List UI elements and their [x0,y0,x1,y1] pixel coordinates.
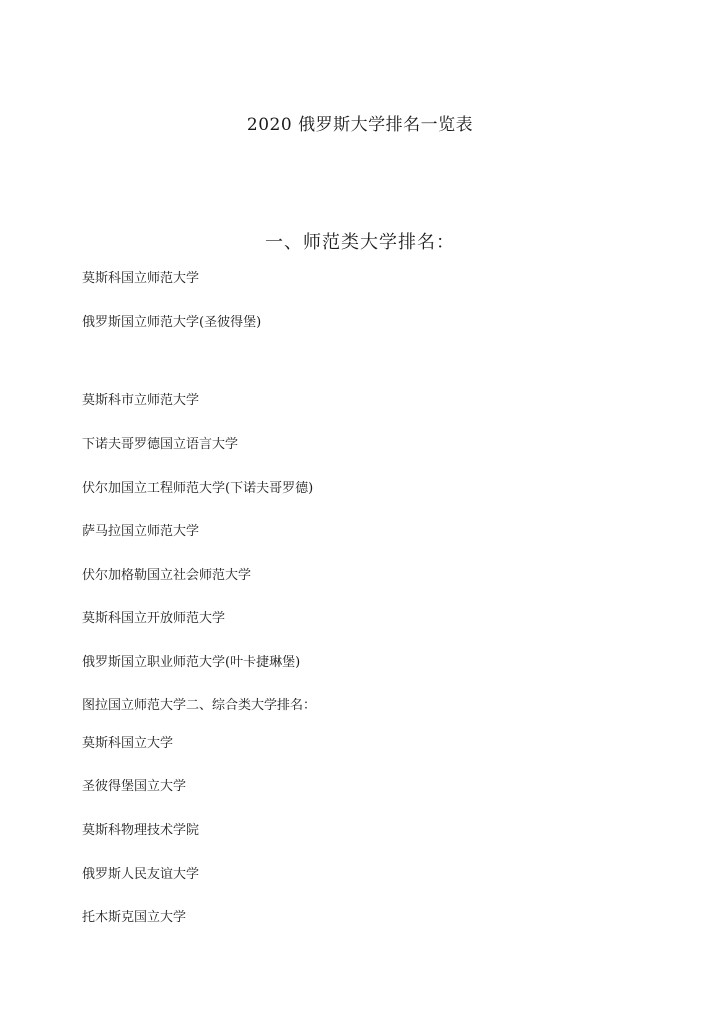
list-item: 托木斯克国立大学 [82,910,187,925]
list-item: 莫斯科物理技术学院 [82,823,200,838]
list-item: 莫斯科国立开放师范大学 [82,611,226,626]
list-item: 萨马拉国立师范大学 [82,524,200,539]
list-item: 圣彼得堡国立大学 [82,779,187,794]
list-item: 图拉国立师范大学二、综合类大学排名： [82,698,317,713]
list-item: 莫斯科国立师范大学 [82,271,200,286]
list-item: 俄罗斯国立职业师范大学(叶卡捷琳堡) [82,655,301,670]
section-heading: 一、师范类大学排名： [265,232,455,253]
list-item: 俄罗斯人民友谊大学 [82,867,200,882]
document-title: 2020 俄罗斯大学排名一览表 [246,115,474,135]
list-item: 下诺夫哥罗德国立语言大学 [82,437,239,452]
list-item: 伏尔加国立工程师范大学(下诺夫哥罗德) [82,481,314,496]
list-item: 伏尔加格勒国立社会师范大学 [82,568,252,583]
list-item: 俄罗斯国立师范大学(圣彼得堡) [82,315,262,330]
list-item: 莫斯科市立师范大学 [82,393,200,408]
list-item: 莫斯科国立大学 [82,736,174,751]
